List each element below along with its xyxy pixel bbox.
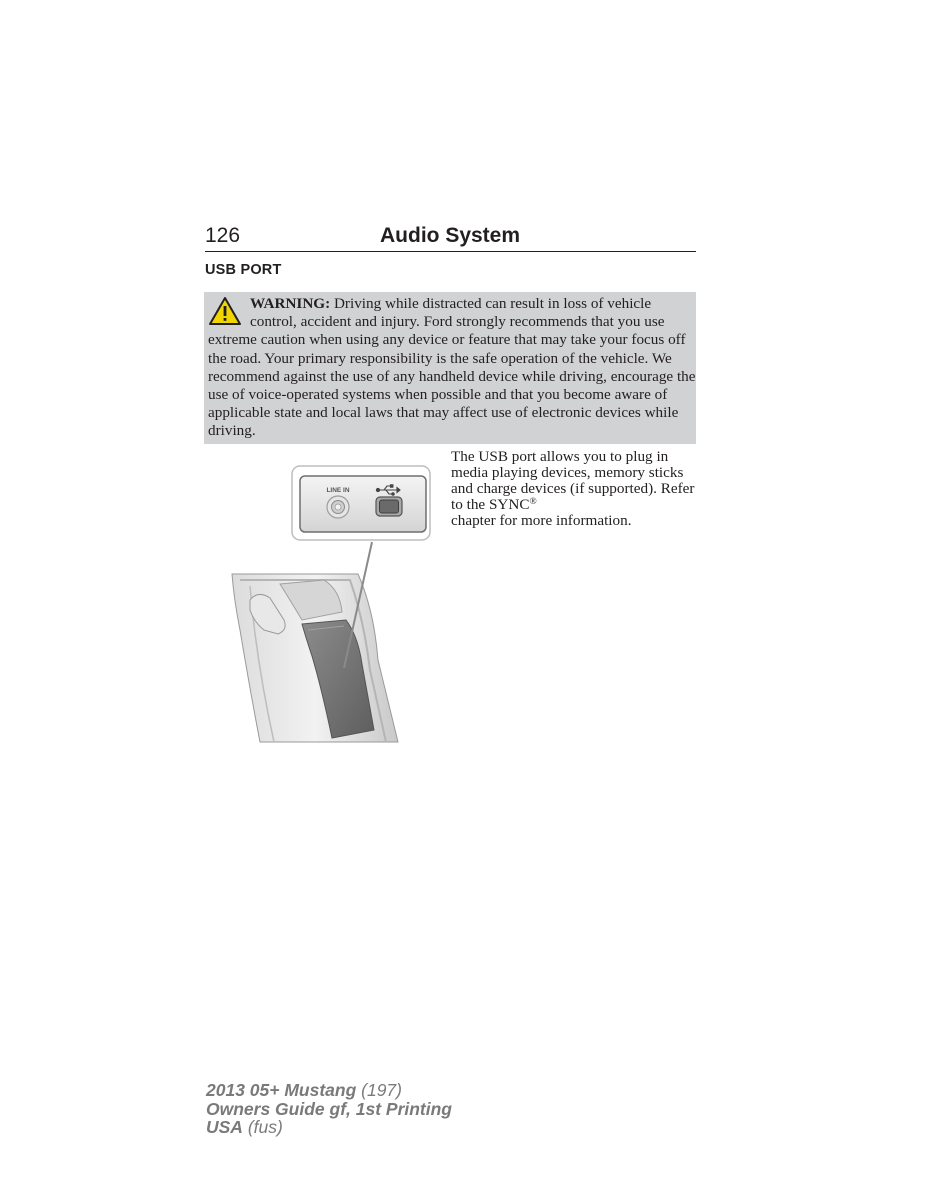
footer-line-3 — [206, 1118, 452, 1137]
usb-description-text-end: chapter for more information. — [451, 512, 632, 530]
header-rule — [205, 251, 696, 252]
footer-model-code: (197) — [356, 1080, 402, 1100]
section-title: Audio System — [380, 224, 521, 247]
warning-text — [208, 295, 696, 441]
footer — [206, 1081, 452, 1137]
warning-body: Driving while distracted can result in loss of vehicle control, accident and injury. Ford strongly recommends that you use extreme caution when using any device or feature that may take your focus off the road. Your primary responsibility is the safe operation of the vehicle. We recommend against the use of any handheld device while driving, encourage the use of voice-operated systems when possible and that you become aware of applicable state and local laws that may affect use of electronic devices while driving. — [208, 295, 696, 440]
usb-description — [451, 449, 701, 529]
line-in-jack — [327, 496, 349, 518]
usb-port — [376, 497, 402, 516]
footer-market-code: (fus) — [242, 1117, 283, 1138]
subheading: USB PORT — [205, 262, 282, 278]
page-number: 126 — [205, 224, 241, 247]
footer-model: 2013 05+ Mustang — [206, 1080, 357, 1100]
footer-guide: Owners Guide gf, 1st Printing — [206, 1098, 452, 1119]
warning-label: WARNING: — [250, 295, 331, 312]
registered-mark: ® — [529, 497, 537, 508]
line-in-label: LINE IN — [326, 487, 350, 494]
footer-market: USA — [206, 1117, 243, 1138]
footer-line-1 — [206, 1081, 452, 1100]
warning-box — [204, 292, 696, 444]
usb-description-text: The USB port allows you to plug in media playing devices, memory sticks and charge devices (if supported). Refer to the SYNC — [451, 448, 695, 514]
footer-line-2 — [206, 1100, 452, 1119]
usb-port-illustration — [228, 460, 440, 750]
